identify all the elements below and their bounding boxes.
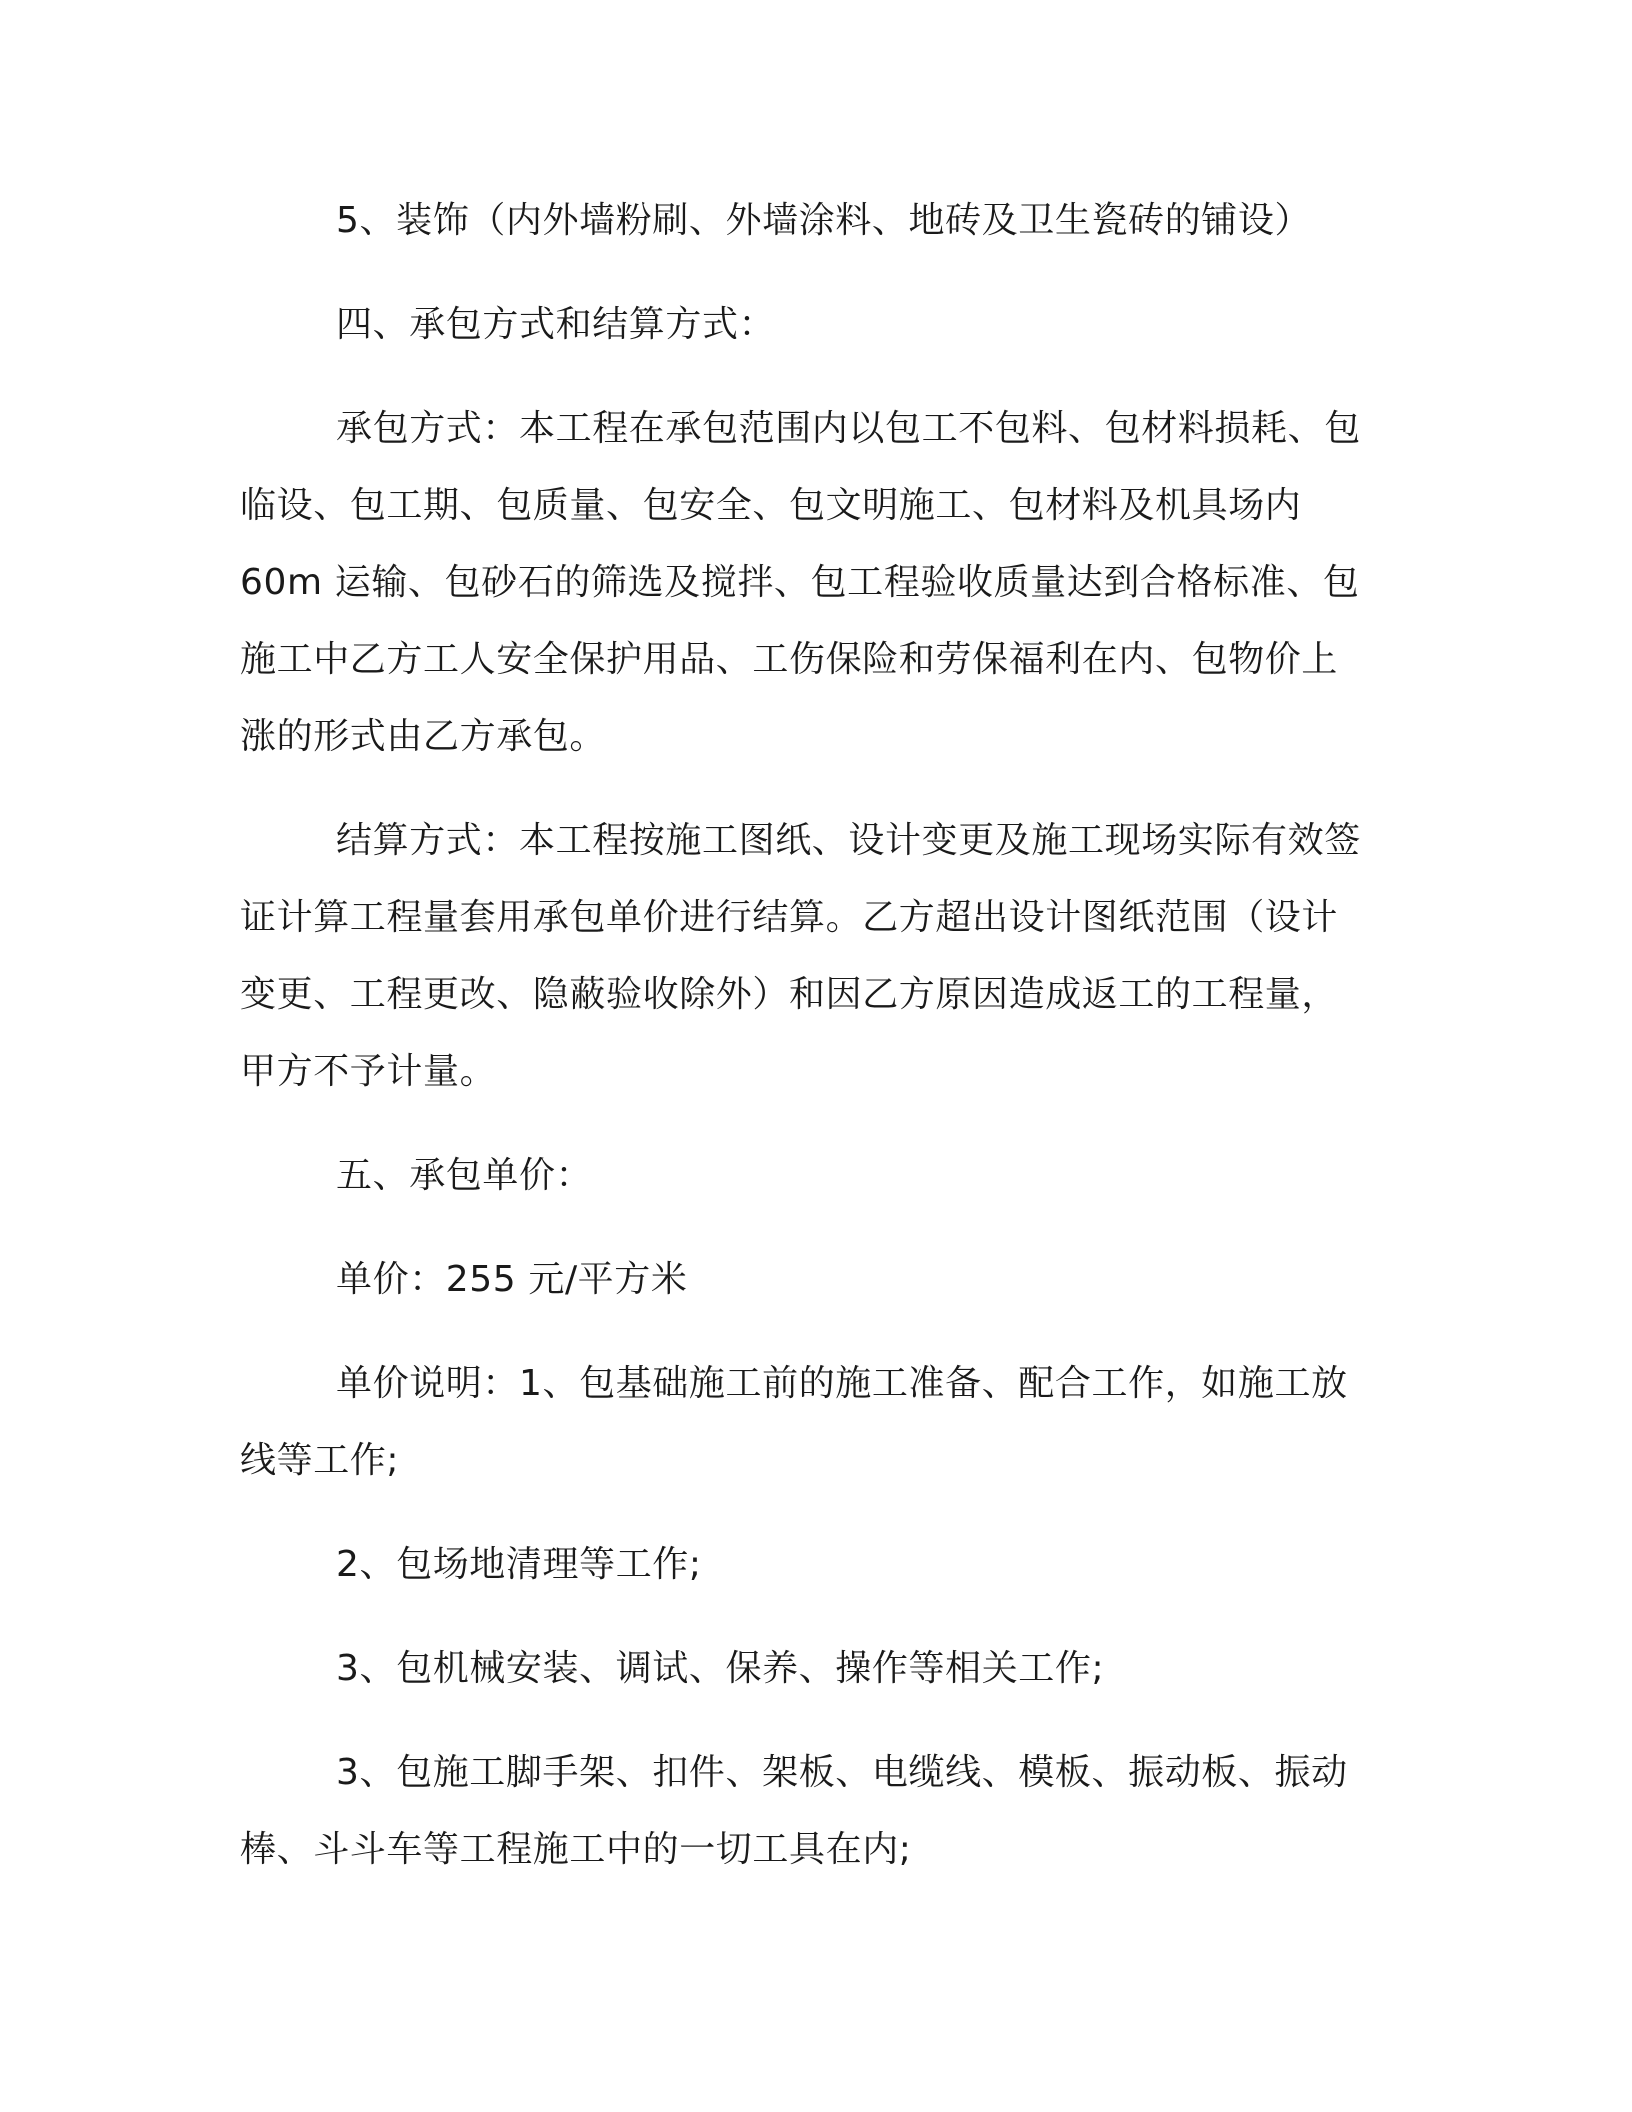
text-line: 线等工作; [240,1440,400,1481]
text-line: 甲方不予计量。 [240,1051,497,1092]
text-line: 单价说明：1、包基础施工前的施工准备、配合工作，如施工放 [336,1363,1348,1404]
section-4-heading [240,286,1380,363]
text-line: 五、承包单价： [336,1155,593,1196]
text-line: 3、包施工脚手架、扣件、架板、电缆线、模板、振动板、振动 [336,1752,1348,1793]
paragraph-item-5-decoration [240,182,1380,259]
text-line: 5、装饰（内外墙粉刷、外墙涂料、地砖及卫生瓷砖的铺设） [336,200,1312,241]
text-line: 单价：255 元/平方米 [336,1259,688,1300]
text-line: 施工中乙方工人安全保护用品、工伤保险和劳保福利在内、包物价上 [240,639,1339,680]
paragraph-unit-price [240,1241,1380,1318]
text-line: 结算方式：本工程按施工图纸、设计变更及施工现场实际有效签 [336,820,1361,861]
text-line: 60m 运输、包砂石的筛选及搅拌、包工程验收质量达到合格标准、包 [240,562,1360,603]
text-line: 涨的形式由乙方承包。 [240,716,607,757]
text-line: 2、包场地清理等工作; [336,1544,702,1585]
paragraph-contract-method [240,390,1380,775]
paragraph-unit-price-note-3b [240,1734,1380,1888]
document-body [240,182,1380,1915]
section-5-heading [240,1137,1380,1214]
paragraph-settlement-method [240,802,1380,1110]
paragraph-unit-price-note-1 [240,1345,1380,1499]
text-line: 承包方式：本工程在承包范围内以包工不包料、包材料损耗、包 [336,408,1361,449]
paragraph-unit-price-note-2 [240,1526,1380,1603]
text-line: 3、包机械安装、调试、保养、操作等相关工作; [336,1648,1105,1689]
text-line: 临设、包工期、包质量、包安全、包文明施工、包材料及机具场内 [240,485,1302,526]
text-line: 棒、斗斗车等工程施工中的一切工具在内; [240,1829,912,1870]
text-line: 变更、工程更改、隐蔽验收除外）和因乙方原因造成返工的工程量， [240,974,1339,1015]
text-line: 证计算工程量套用承包单价进行结算。乙方超出设计图纸范围（设计 [240,897,1339,938]
text-line: 四、承包方式和结算方式： [336,304,776,345]
paragraph-unit-price-note-3a [240,1630,1380,1707]
